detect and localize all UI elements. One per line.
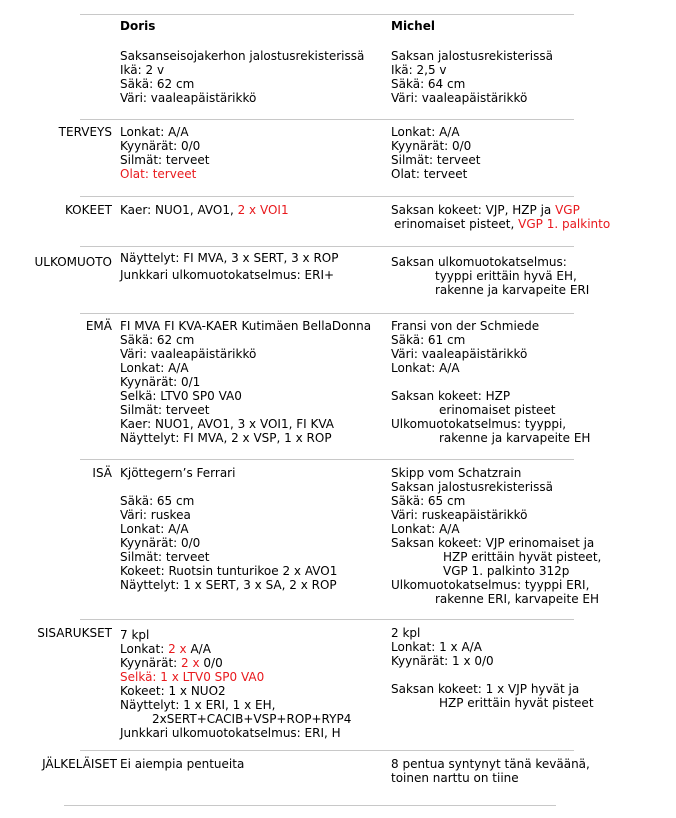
kokeet-a-text: Kaer: NUO1, AVO1, <box>120 203 238 217</box>
ema-a-line: Lonkat: A/A <box>120 361 189 375</box>
isa-a-line: Väri: ruskea <box>120 508 191 522</box>
jalkelaiset-dog-b <box>391 757 651 785</box>
ema-a-line: Silmät: terveet <box>120 403 210 417</box>
jalkelaiset-dog-a <box>120 757 388 771</box>
ema-b-line: Säkä: 61 cm <box>391 333 466 347</box>
isa-b-line: Saksan jalostusrekisterissä <box>391 480 553 494</box>
intro-a-line: Ikä: 2 v <box>120 63 165 77</box>
separator-ema <box>80 313 574 314</box>
sisarukset-dog-a <box>120 628 388 740</box>
separator-top <box>80 14 574 15</box>
sisarukset-b-line: Saksan kokeet: 1 x VJP hyvät ja <box>391 682 580 696</box>
ulkomuoto-dog-a <box>120 251 388 282</box>
terveys-dog-a <box>120 125 388 181</box>
sisarukset-a-text: 0/0 <box>199 656 223 670</box>
isa-label: ISÄ <box>92 466 112 480</box>
ema-b-line: erinomaiset pisteet <box>439 403 556 417</box>
kokeet-b-text: erinomaiset pisteet, <box>394 217 519 231</box>
intro-dog-b <box>391 49 651 105</box>
isa-b-line: Säkä: 65 cm <box>391 494 466 508</box>
dog-a-name: Doris <box>120 19 156 33</box>
ema-b-line: Väri: vaaleapäistärikkö <box>391 347 528 361</box>
ema-b-spacer <box>391 375 651 389</box>
terveys-b-line: Kyynärät: 0/0 <box>391 139 472 153</box>
ema-dog-a <box>120 319 388 445</box>
ulkomuoto-a-line: Näyttelyt: FI MVA, 3 x SERT, 3 x ROP <box>120 251 339 265</box>
terveys-a-line: Lonkat: A/A <box>120 125 189 139</box>
ema-a-line: Näyttelyt: FI MVA, 2 x VSP, 1 x ROP <box>120 431 332 445</box>
isa-dog-b <box>391 466 651 606</box>
ulkomuoto-dog-b <box>391 255 651 297</box>
kokeet-a-line <box>120 203 388 217</box>
jalkelaiset-a-line: Ei aiempia pentueita <box>120 757 245 771</box>
ema-dog-b <box>391 319 651 445</box>
sisarukset-b-line: Lonkat: 1 x A/A <box>391 640 482 654</box>
ema-b-line: Saksan kokeet: HZP <box>391 389 511 403</box>
ulkomuoto-a-line: Junkkari ulkomuotokatselmus: ERI+ <box>120 268 335 282</box>
sisarukset-a-highlight: 2 x <box>168 642 187 656</box>
terveys-a-line-highlight: Olat: terveet <box>120 167 197 181</box>
isa-b-line: HZP erittäin hyvät pisteet, <box>443 550 602 564</box>
jalkelaiset-b-line: toinen narttu on tiine <box>391 771 519 785</box>
ema-b-line: Ulkomuotokatselmus: tyyppi, <box>391 417 567 431</box>
ulkomuoto-b-line: tyyppi erittäin hyvä EH, <box>435 269 577 283</box>
ema-a-line: Kyynärät: 0/1 <box>120 375 201 389</box>
sisarukset-b-line: Kyynärät: 1 x 0/0 <box>391 654 494 668</box>
isa-a-line: Silmät: terveet <box>120 550 210 564</box>
sisarukset-label: SISARUKSET <box>37 626 112 640</box>
kokeet-b-line <box>391 203 651 217</box>
intro-b-line: Ikä: 2,5 v <box>391 63 447 77</box>
isa-a-line: Lonkat: A/A <box>120 522 189 536</box>
sisarukset-a-text: Lonkat: <box>120 642 169 656</box>
ema-b-line: Lonkat: A/A <box>391 361 460 375</box>
sisarukset-a-line: Näyttelyt: 1 x ERI, 1 x EH, <box>120 698 276 712</box>
ema-b-line: Fransi von der Schmiede <box>391 319 540 333</box>
kokeet-b-text: Saksan kokeet: VJP, HZP ja <box>391 203 556 217</box>
sisarukset-a-line: Kokeet: 1 x NUO2 <box>120 684 226 698</box>
isa-b-line: Lonkat: A/A <box>391 522 460 536</box>
terveys-b-line: Olat: terveet <box>391 167 468 181</box>
dog-b-name: Michel <box>391 19 435 33</box>
ema-a-line: Väri: vaaleapäistärikkö <box>120 347 257 361</box>
isa-b-line: VGP 1. palkinto 312p <box>443 564 570 578</box>
sisarukset-a-text: A/A <box>186 642 211 656</box>
ema-a-line: FI MVA FI KVA-KAER Kutimäen BellaDonna <box>120 319 372 333</box>
kokeet-b-highlight: VGP 1. palkinto <box>518 217 611 231</box>
isa-b-line: Saksan kokeet: VJP erinomaiset ja <box>391 536 595 550</box>
ulkomuoto-b-line: rakenne ja karvapeite ERI <box>435 283 590 297</box>
sisarukset-a-line-highlight: Selkä: 1 x LTV0 SP0 VA0 <box>120 670 265 684</box>
sisarukset-b-line: 2 kpl <box>391 626 421 640</box>
sisarukset-a-count: 7 kpl <box>120 628 150 642</box>
sisarukset-a-line <box>120 656 388 670</box>
sisarukset-b-line: HZP erittäin hyvät pisteet <box>439 696 594 710</box>
intro-b-line: Säkä: 64 cm <box>391 77 466 91</box>
ulkomuoto-label: ULKOMUOTO <box>34 255 112 269</box>
sisarukset-a-text: Kyynärät: <box>120 656 182 670</box>
ema-a-line: Kaer: NUO1, AVO1, 3 x VOI1, FI KVA <box>120 417 334 431</box>
intro-a-line: Säkä: 62 cm <box>120 77 195 91</box>
kokeet-a-highlight: 2 x VOI1 <box>237 203 289 217</box>
separator-terveys <box>80 119 574 120</box>
isa-b-line: Ulkomuotokatselmus: tyyppi ERI, <box>391 578 590 592</box>
sisarukset-a-highlight: 2 x <box>181 656 200 670</box>
terveys-a-line: Silmät: terveet <box>120 153 210 167</box>
separator-kokeet <box>80 196 574 197</box>
jalkelaiset-label: JÄLKELÄISET <box>42 757 117 771</box>
isa-a-line: Kokeet: Ruotsin tunturikoe 2 x AVO1 <box>120 564 338 578</box>
sisarukset-a-line: 2xSERT+CACIB+VSP+ROP+RYP4 <box>152 712 352 726</box>
isa-a-line: Kjöttegern’s Ferrari <box>120 466 236 480</box>
isa-a-line: Säkä: 65 cm <box>120 494 195 508</box>
isa-a-line: Näyttelyt: 1 x SERT, 3 x SA, 2 x ROP <box>120 578 337 592</box>
kokeet-dog-b <box>391 203 651 231</box>
intro-a-line: Väri: vaaleapäistärikkö <box>120 91 257 105</box>
intro-b-line: Saksan jalostusrekisterissä <box>391 49 553 63</box>
separator-bottom <box>64 805 556 806</box>
kokeet-b-highlight: VGP <box>555 203 580 217</box>
isa-dog-a <box>120 466 388 592</box>
terveys-b-line: Lonkat: A/A <box>391 125 460 139</box>
ulkomuoto-b-line: Saksan ulkomuotokatselmus: <box>391 255 567 269</box>
isa-b-line: Skipp vom Schatzrain <box>391 466 522 480</box>
terveys-dog-b <box>391 125 651 181</box>
kokeet-label: KOKEET <box>64 203 112 217</box>
separator-ulkomuoto <box>80 246 574 247</box>
ema-b-line: rakenne ja karvapeite EH <box>439 431 591 445</box>
intro-dog-a <box>120 49 388 105</box>
sisarukset-b-spacer <box>391 668 651 682</box>
sisarukset-a-line: Junkkari ulkomuotokatselmus: ERI, H <box>120 726 341 740</box>
isa-b-line: rakenne ERI, karvapeite EH <box>435 592 600 606</box>
terveys-a-line: Kyynärät: 0/0 <box>120 139 201 153</box>
ema-a-line: Säkä: 62 cm <box>120 333 195 347</box>
terveys-b-line: Silmät: terveet <box>391 153 481 167</box>
ema-a-line: Selkä: LTV0 SP0 VA0 <box>120 389 242 403</box>
sisarukset-a-line <box>120 642 388 656</box>
separator-sisarukset <box>80 619 574 620</box>
intro-a-line: Saksanseisojakerhon jalostusrekisterissä <box>120 49 365 63</box>
kokeet-dog-a <box>120 203 388 217</box>
isa-b-line: Väri: ruskeapäistärikkö <box>391 508 528 522</box>
separator-jalkelaiset <box>80 750 574 751</box>
separator-isa <box>80 459 574 460</box>
jalkelaiset-b-line: 8 pentua syntynyt tänä keväänä, <box>391 757 590 771</box>
isa-a-line: Kyynärät: 0/0 <box>120 536 201 550</box>
terveys-label: TERVEYS <box>58 125 112 139</box>
intro-b-line: Väri: vaaleapäistärikkö <box>391 91 528 105</box>
kokeet-b-line <box>391 217 651 231</box>
ema-label: EMÄ <box>85 319 112 333</box>
isa-a-spacer <box>120 480 388 494</box>
sisarukset-dog-b <box>391 626 651 710</box>
